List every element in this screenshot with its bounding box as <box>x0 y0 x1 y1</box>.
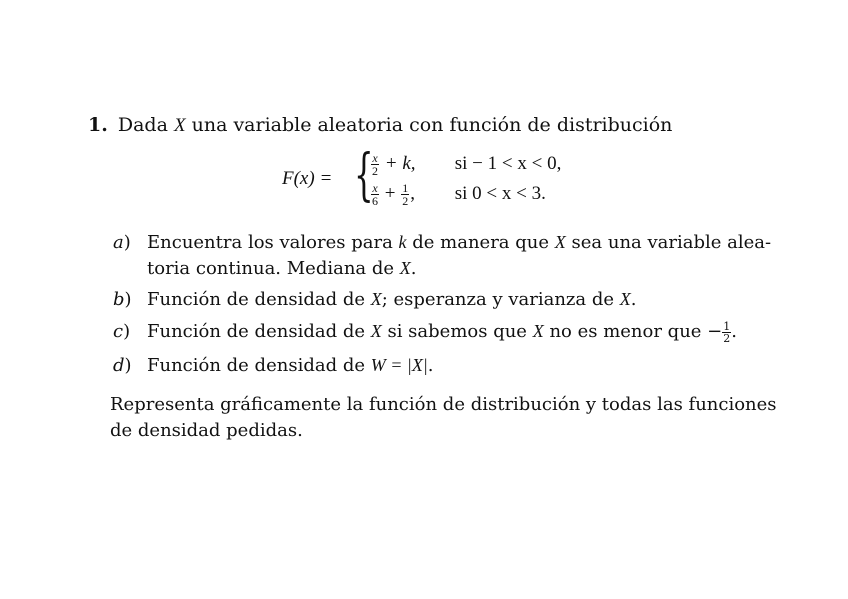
item-a-cont-var: X <box>399 258 411 278</box>
case-1-frac-num: x <box>372 151 378 165</box>
item-a-continuation <box>147 255 417 282</box>
item-a-letter: a <box>113 232 124 253</box>
item-c-var-x: X <box>370 321 382 341</box>
item-c-label <box>113 319 147 345</box>
case-2-fraction-half <box>401 182 409 207</box>
item-b-paren: ) <box>124 289 132 310</box>
item-b-text3: . <box>630 289 637 310</box>
item-a-var-x: X <box>554 232 566 252</box>
item-a-text3: sea una variable alea- <box>571 232 772 253</box>
item-b-var-x: X <box>370 289 382 309</box>
item-c-fraction <box>722 321 731 344</box>
item-c-text2: si sabemos que <box>387 321 527 342</box>
item-c-frac-den: 2 <box>723 331 731 345</box>
item-b-text1: Función de densidad de <box>147 289 365 310</box>
item-d-label <box>113 353 147 379</box>
left-brace: { <box>354 143 374 208</box>
item-a-text2: de manera que <box>412 232 550 253</box>
case-2-frac2-den: 2 <box>402 194 409 208</box>
item-c-letter: c <box>113 321 124 342</box>
item-d-expression: W = |X| <box>370 355 428 375</box>
item-c-text1: Función de densidad de <box>147 321 365 342</box>
formula-case-1 <box>370 152 561 176</box>
case-1-rest: + k, <box>384 152 416 174</box>
item-b-text2: ; esperanza y varianza de <box>381 289 615 310</box>
item-c <box>113 318 737 345</box>
case-1-frac-den: 2 <box>372 164 378 178</box>
item-c-text4: . <box>731 321 737 342</box>
case-2-frac2-num: 1 <box>402 181 409 195</box>
item-b-letter: b <box>113 289 125 310</box>
problem-intro-before: Dada <box>117 114 168 136</box>
item-a <box>113 229 771 256</box>
problem-var-x: X <box>173 115 186 136</box>
problem-number: 1. <box>88 114 108 136</box>
item-a-cont-end: . <box>410 258 417 279</box>
case-2-plus: + <box>384 182 396 204</box>
case-2-expression <box>370 182 436 207</box>
item-a-var-k: k <box>398 232 407 252</box>
item-d-text2: . <box>427 355 434 376</box>
formula-lhs <box>282 168 332 190</box>
item-c-frac-num: 1 <box>723 319 731 333</box>
item-a-paren: ) <box>123 232 131 253</box>
item-c-text3: no es menor que − <box>549 321 723 342</box>
item-d-paren: ) <box>124 355 132 376</box>
item-b-label <box>113 287 147 313</box>
item-c-paren: ) <box>123 321 131 342</box>
case-2-comma: , <box>410 182 415 204</box>
formula-lhs-text: F(x) = <box>282 168 333 189</box>
formula-case-2 <box>370 182 546 206</box>
final-line-1: Representa gráficamente la función de distribución y todas las funciones <box>110 394 777 415</box>
item-a-label <box>113 230 147 256</box>
case-2-frac-den: 6 <box>372 194 378 208</box>
item-d-letter: d <box>113 355 125 376</box>
final-line-2: de densidad pedidas. <box>110 420 303 441</box>
problem-intro-after: una variable aleatoria con función de distribución <box>191 114 673 136</box>
problem-statement <box>88 114 672 137</box>
item-d <box>113 352 434 379</box>
case-1-expression <box>370 152 436 177</box>
item-b-var-x2: X <box>619 289 631 309</box>
item-c-var-x2: X <box>532 321 544 341</box>
case-1-fraction <box>371 152 379 177</box>
item-b <box>113 286 637 313</box>
item-a-text1: Encuentra los valores para <box>147 232 393 253</box>
final-instruction <box>110 392 777 444</box>
case-1-condition: si − 1 < x < 0, <box>454 152 562 174</box>
item-d-text1: Función de densidad de <box>147 355 365 376</box>
case-2-condition: si 0 < x < 3. <box>454 182 546 204</box>
item-a-cont-text: toria continua. Mediana de <box>147 258 395 279</box>
case-2-fraction <box>371 182 379 207</box>
case-2-frac-num: x <box>372 181 378 195</box>
